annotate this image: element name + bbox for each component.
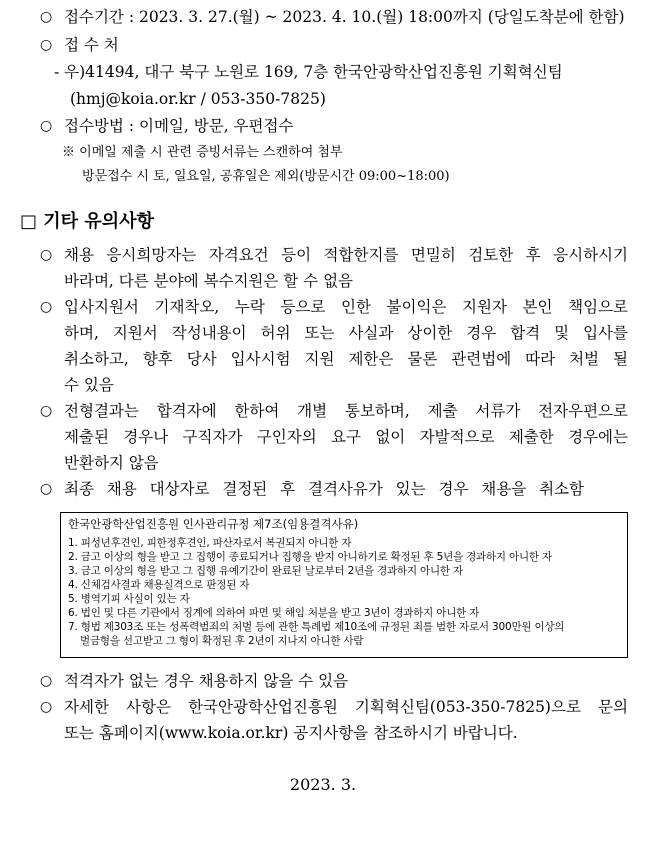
regulation-box — [60, 512, 628, 658]
note-line: 채용 응시희망자는 자격요건 등이 적합한지를 면밀히 검토한 후 응시하시기 — [64, 246, 628, 264]
checkbox-icon: □ — [20, 211, 38, 232]
note-line: 또는 홈페이지(www.koia.or.kr) 공지사항을 참조하시기 바랍니다. — [64, 724, 518, 742]
apply-method: 접수방법 : 이메일, 방문, 우편접수 — [64, 117, 294, 135]
apply-note-email: ※ 이메일 제출 시 관련 증빙서류는 스캔하여 첨부 — [62, 145, 343, 160]
regulation-item: 2. 금고 이상의 형을 받고 그 집행이 종료되거나 집행을 받지 아니하기로 확정된 후 5년을 경과하지 아니한 자 — [68, 551, 552, 563]
apply-place-label: 접 수 처 — [64, 36, 119, 54]
bullet-icon: ○ — [40, 118, 53, 134]
regulation-item: 3. 금고 이상의 형을 받고 그 집행 유예기간이 완료된 날로부터 2년을 경과하지 아니한 자 — [68, 565, 463, 577]
section-heading — [20, 210, 154, 234]
bullet-icon: ○ — [40, 247, 53, 263]
bullet-icon: ○ — [40, 299, 53, 315]
regulation-item: 벌금형을 선고받고 그 형이 확정된 후 2년이 지나지 아니한 사람 — [80, 635, 364, 647]
section-title: 기타 유의사항 — [43, 211, 154, 232]
apply-period: 접수기간 : 2023. 3. 27.(월) ~ 2023. 4. 10.(월) 18:00까지 (당일도착분에 한함) — [64, 8, 625, 26]
regulation-item: 7. 형법 제303조 또는 성폭력범죄의 처벌 등에 관한 특례법 제10조에 규정된 죄를 범한 자로서 300만원 이상의 — [68, 621, 565, 633]
apply-contact: (hmj@koia.or.kr / 053-350-7825) — [70, 90, 326, 108]
bullet-icon: ○ — [40, 673, 53, 689]
apply-address: - 우)41494, 대구 북구 노원로 169, 7층 한국안광학산업진흥원 기획혁신팀 — [54, 63, 563, 81]
regulation-item: 6. 법인 및 다른 기관에서 징계에 의하여 파면 및 해임 처분을 받고 3년이 경과하지 아니한 자 — [68, 607, 480, 619]
bullet-icon: ○ — [40, 37, 53, 53]
note-line: 취소하고, 향후 당사 입사시험 지원 제한은 물론 관련법에 따라 처벌 될 — [64, 350, 628, 368]
note-line: 반환하지 않음 — [64, 454, 159, 472]
note-line: 하며, 지원서 작성내용이 허위 또는 사실과 상이한 경우 합격 및 입사를 — [64, 324, 628, 342]
note-line: 바라며, 다른 분야에 복수지원은 할 수 없음 — [64, 272, 354, 290]
bullet-icon: ○ — [40, 481, 53, 497]
bullet-icon: ○ — [40, 699, 53, 715]
bullet-icon: ○ — [40, 9, 53, 25]
note-line: 최종 채용 대상자로 결정된 후 결격사유가 있는 경우 채용을 취소함 — [64, 480, 584, 498]
regulation-title: 한국안광학산업진흥원 인사관리규정 제7조(임용결격사유) — [68, 517, 359, 531]
regulation-item: 5. 병역기피 사실이 있는 자 — [68, 593, 190, 605]
note-line: 적격자가 없는 경우 채용하지 않을 수 있음 — [64, 672, 349, 690]
note-line: 입사지원서 기재착오, 누락 등으로 인한 불이익은 지원자 본인 책임으로 — [64, 298, 628, 316]
note-line: 자세한 사항은 한국안광학산업진흥원 기획혁신팀(053-350-7825)으로 문의 — [64, 698, 628, 716]
regulation-item: 4. 신체검사결과 채용실격으로 판정된 자 — [68, 579, 250, 591]
note-line: 전형결과는 합격자에 한하여 개별 통보하며, 제출 서류가 전자우편으로 — [64, 402, 628, 420]
document-date: 2023. 3. — [289, 775, 357, 794]
note-line: 제출된 경우나 구직자가 구인자의 요구 없이 자발적으로 제출한 경우에는 — [64, 428, 628, 446]
regulation-item: 1. 피성년후견인, 피한정후견인, 파산자로서 복권되지 아니한 자 — [68, 537, 352, 549]
apply-note-visit: 방문접수 시 토, 일요일, 공휴일은 제외(방문시간 09:00~18:00) — [82, 169, 450, 184]
note-line: 수 있음 — [64, 376, 114, 394]
bullet-icon: ○ — [40, 403, 53, 419]
